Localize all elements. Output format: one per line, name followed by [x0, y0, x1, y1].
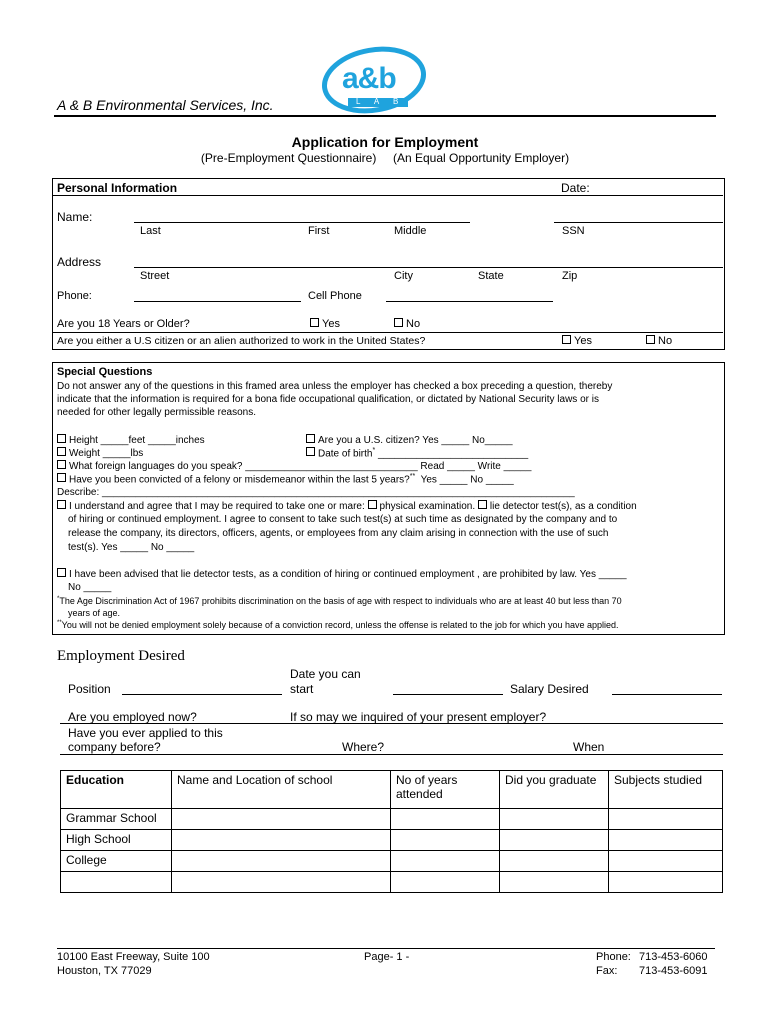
city-label: City	[394, 270, 413, 282]
middle-label: Middle	[394, 225, 427, 237]
footnote-1-mark: *	[57, 596, 60, 602]
state-label: State	[478, 270, 504, 282]
footer-address-2: Houston, TX 77029	[57, 965, 152, 977]
when-label: When	[573, 740, 605, 754]
checkbox-icon[interactable]	[478, 500, 487, 509]
footnote-2-text: You will not be denied employment solely because of a conviction record, unless the offense is related to the job for which you have applied.	[61, 620, 619, 630]
graduate-header: Did you graduate	[500, 771, 609, 809]
cell-phone-field[interactable]	[386, 301, 553, 302]
checkbox-icon[interactable]	[562, 335, 571, 344]
footnote-1	[57, 596, 622, 606]
employment-desired-heading: Employment Desired	[57, 648, 185, 664]
understand-question[interactable]	[57, 500, 637, 512]
applied-label-2: company before?	[68, 740, 161, 754]
age-yes-option[interactable]	[310, 318, 340, 330]
street-label: Street	[140, 270, 170, 282]
felony-footnote-mark: **	[409, 473, 416, 480]
ssn-field[interactable]	[554, 222, 723, 223]
years-header: No of years attended	[391, 771, 500, 809]
special-questions-heading: Special Questions	[57, 366, 153, 378]
name-label: Name:	[57, 210, 93, 224]
position-label: Position	[68, 682, 111, 696]
table-cell[interactable]	[609, 830, 723, 851]
phone-label: Phone:	[57, 290, 92, 302]
footnote-1-text: The Age Discrimination Act of 1967 prohibits discrimination on the basis of age with respect to individuals who are at least 40 but less than 70	[59, 596, 622, 606]
last-label: Last	[140, 225, 161, 237]
employed-rule	[60, 723, 723, 724]
footnote-1b: years of age.	[68, 608, 121, 618]
describe-field[interactable]: Describe: _____________________________________________________________________________________	[57, 487, 575, 498]
felony-answer: Yes _____ No _____	[415, 474, 514, 486]
special-intro-2: indicate that the information is required for a bona fide occupational qualification, or dictated by National Security laws or is	[57, 394, 599, 405]
footnote-2	[57, 620, 619, 630]
date-field[interactable]	[52, 195, 723, 196]
checkbox-icon[interactable]	[57, 473, 66, 482]
logo-text: a&b	[342, 62, 396, 95]
page-title: Application for Employment	[291, 134, 479, 150]
table-cell[interactable]	[500, 830, 609, 851]
table-cell[interactable]	[391, 872, 500, 893]
education-header: Education	[61, 771, 172, 809]
footer-fax: 713-453-6091	[639, 965, 708, 977]
physical-exam-text: physical examination.	[379, 501, 476, 512]
phone-field[interactable]	[134, 301, 301, 302]
languages-question[interactable]	[57, 460, 531, 472]
table-row	[61, 872, 723, 893]
address-label: Address	[57, 255, 102, 269]
dob-text: Date of birth	[318, 448, 373, 460]
applied-label-1: Have you ever applied to this	[68, 726, 223, 740]
age-yes-label: Yes	[322, 318, 340, 330]
dob-line: ___________________________	[375, 448, 529, 460]
address-field[interactable]	[134, 267, 723, 268]
table-cell[interactable]	[500, 851, 609, 872]
special-intro-3: needed for other legally permissible reasons.	[57, 407, 256, 418]
lie-detector-text: lie detector test(s), as a condition	[489, 501, 637, 512]
table-cell[interactable]	[500, 809, 609, 830]
advised-text: I have been advised that lie detector tests, as a condition of hiring or continued employment , are prohibited by law. Yes _____	[69, 569, 627, 580]
salary-field[interactable]	[612, 694, 722, 695]
ssn-label: SSN	[562, 225, 585, 237]
where-label: Where?	[342, 740, 385, 754]
row-label	[61, 872, 172, 893]
understand-line-2: of hiring or continued employment. I agree to consent to take such test(s) at such time as designated by the company and to	[68, 514, 618, 525]
checkbox-icon[interactable]	[306, 447, 315, 456]
date-start-label-2: start	[290, 682, 314, 696]
advised-line-2: No _____	[68, 582, 112, 593]
dob-footnote-mark: *	[372, 447, 376, 454]
felony-question[interactable]	[57, 473, 514, 485]
position-field[interactable]	[122, 694, 282, 695]
checkbox-icon[interactable]	[57, 447, 66, 456]
footer-fax-label: Fax:	[596, 965, 618, 977]
education-header-row	[61, 771, 723, 809]
understand-text: I understand and agree that I may be required to take one or mare:	[69, 501, 365, 512]
checkbox-icon[interactable]	[310, 318, 319, 327]
age-no-label: No	[406, 318, 421, 330]
table-row	[61, 851, 723, 872]
table-cell[interactable]	[172, 830, 391, 851]
salary-label: Salary Desired	[510, 682, 589, 696]
languages-text: What foreign languages do you speak? _______________________________ Read _____ Write _____	[69, 461, 532, 472]
checkbox-icon[interactable]	[57, 568, 66, 577]
table-cell[interactable]	[609, 872, 723, 893]
us-citizen-question[interactable]	[306, 434, 513, 446]
school-header: Name and Location of school	[172, 771, 391, 809]
page-number: Page- 1 -	[364, 951, 410, 963]
first-label: First	[308, 225, 330, 237]
table-cell[interactable]	[609, 851, 723, 872]
footnote-2-mark: **	[57, 620, 62, 626]
us-citizen-text: Are you a U.S. citizen? Yes _____ No_____	[318, 435, 513, 446]
row-label: College	[61, 851, 172, 872]
age-no-option[interactable]	[394, 318, 420, 330]
inquire-label: If so may we inquired of your present employer?	[290, 710, 547, 724]
checkbox-icon[interactable]	[394, 318, 403, 327]
checkbox-icon[interactable]	[306, 434, 315, 443]
understand-line-4: test(s). Yes _____ No _____	[68, 542, 195, 553]
understand-line-3: release the company, its directors, officers, agents, or employees from any claim arising in connection with the use of such	[68, 528, 609, 539]
citizen-yes-label: Yes	[574, 335, 592, 347]
height-question[interactable]	[57, 434, 205, 446]
table-cell[interactable]	[500, 872, 609, 893]
dob-question[interactable]	[306, 447, 528, 459]
date-label: Date:	[561, 181, 590, 195]
weight-text: Weight _____lbs	[69, 448, 144, 459]
footer-address-1: 10100 East Freeway, Suite 100	[57, 951, 210, 963]
employed-now-label: Are you employed now?	[68, 710, 197, 724]
checkbox-icon[interactable]	[57, 500, 66, 509]
subjects-header: Subjects studied	[609, 771, 723, 809]
footer-rule	[57, 948, 715, 949]
height-text: Height _____feet _____inches	[69, 435, 205, 446]
special-intro-1: Do not answer any of the questions in this framed area unless the employer has checked a box preceding a question, thereby	[57, 381, 613, 392]
name-field[interactable]	[134, 222, 470, 223]
row-label: High School	[61, 830, 172, 851]
weight-question[interactable]	[57, 447, 143, 459]
checkbox-icon[interactable]	[368, 500, 377, 509]
company-name: A & B Environmental Services, Inc.	[57, 97, 274, 113]
zip-label: Zip	[562, 270, 578, 282]
footer-phone: 713-453-6060	[639, 951, 708, 963]
age-question: Are you 18 Years or Older?	[57, 318, 190, 330]
age-rule	[52, 332, 723, 333]
table-cell[interactable]	[172, 851, 391, 872]
education-table	[60, 770, 723, 893]
table-cell[interactable]	[609, 809, 723, 830]
citizen-yes-option[interactable]	[562, 335, 592, 347]
page-subtitle: (Pre-Employment Questionnaire) (An Equal Opportunity Employer)	[200, 151, 570, 165]
footer-phone-label: Phone:	[596, 951, 631, 963]
table-cell[interactable]	[391, 830, 500, 851]
checkbox-icon[interactable]	[57, 460, 66, 469]
cell-phone-label: Cell Phone	[308, 290, 362, 302]
table-cell[interactable]	[172, 809, 391, 830]
table-row	[61, 809, 723, 830]
felony-text: Have you been convicted of a felony or misdemeanor within the last 5 years?	[69, 474, 410, 486]
advised-question[interactable]	[57, 568, 627, 580]
date-start-field[interactable]	[393, 694, 503, 695]
company-logo	[318, 44, 428, 120]
citizen-no-option[interactable]	[646, 335, 672, 347]
table-row	[61, 830, 723, 851]
table-cell[interactable]	[172, 872, 391, 893]
applied-rule	[60, 754, 723, 755]
checkbox-icon[interactable]	[57, 434, 66, 443]
header-rule	[54, 115, 716, 117]
row-label: Grammar School	[61, 809, 172, 830]
citizen-no-label: No	[658, 335, 673, 347]
personal-info-heading: Personal Information	[57, 181, 178, 195]
citizen-question: Are you either a U.S citizen or an alien authorized to work in the United States?	[57, 335, 426, 347]
table-cell[interactable]	[391, 851, 500, 872]
logo-subtext: L A B S	[356, 97, 424, 106]
checkbox-icon[interactable]	[646, 335, 655, 344]
table-cell[interactable]	[391, 809, 500, 830]
date-start-label-1: Date you can	[290, 667, 361, 681]
